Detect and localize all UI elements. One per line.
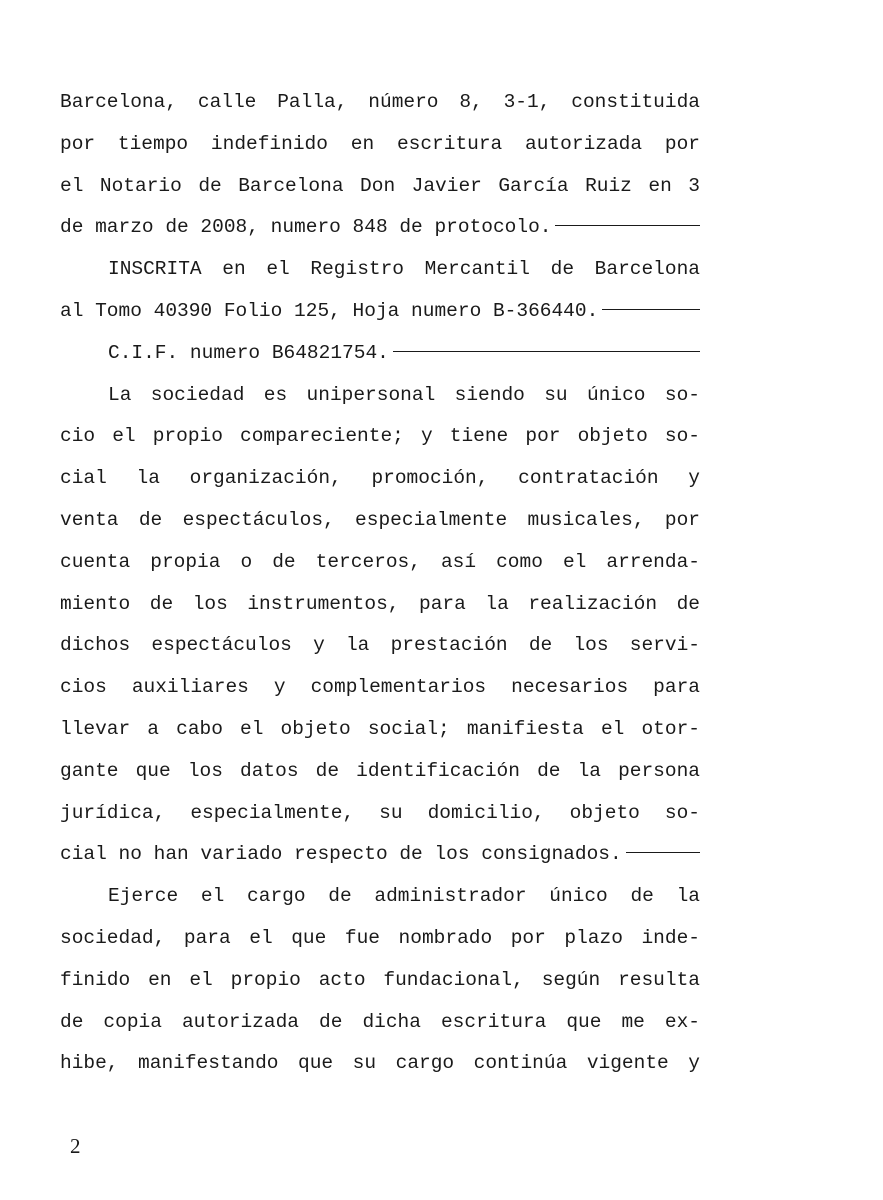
line-text: finido en el propio acto fundacional, según resulta xyxy=(60,968,700,991)
fill-rule-line xyxy=(602,309,700,310)
fill-rule-line xyxy=(555,225,700,226)
line-text: cios auxiliares y complementarios necesarios para xyxy=(60,676,700,699)
line-text: cio el propio compareciente; y tiene por objeto so- xyxy=(60,425,700,448)
line-text: cial la organización, promoción, contratación y xyxy=(60,467,700,490)
text-line xyxy=(60,458,700,500)
line-text: gante que los datos de identificación de la persona xyxy=(60,759,700,782)
line-text: cuenta propia o de terceros, así como el arrenda- xyxy=(60,550,700,573)
text-line xyxy=(60,333,700,375)
line-text: miento de los instrumentos, para la realización de xyxy=(60,592,700,615)
text-line xyxy=(60,667,700,709)
line-text: dichos espectáculos y la prestación de los servi- xyxy=(60,634,700,657)
line-text: jurídica, especialmente, su domicilio, objeto so- xyxy=(60,801,700,824)
line-text: La sociedad es unipersonal siendo su único so- xyxy=(108,383,700,406)
text-line xyxy=(60,124,700,166)
text-line xyxy=(60,918,700,960)
line-text: sociedad, para el que fue nombrado por plazo inde- xyxy=(60,926,700,949)
text-line xyxy=(60,751,700,793)
text-line xyxy=(60,207,700,249)
page-number: 2 xyxy=(70,1134,81,1158)
text-line xyxy=(60,166,700,208)
line-text: por tiempo indefinido en escritura autorizada por xyxy=(60,132,700,155)
text-line xyxy=(60,82,700,124)
line-text: Ejerce el cargo de administrador único de la xyxy=(108,885,700,908)
text-line xyxy=(60,416,700,458)
line-text: el Notario de Barcelona Don Javier García Ruiz en 3 xyxy=(60,174,700,197)
line-text: C.I.F. numero B64821754. xyxy=(108,341,389,364)
text-line xyxy=(60,1043,700,1085)
text-line xyxy=(60,834,700,876)
document-body xyxy=(60,82,700,1085)
line-text: hibe, manifestando que su cargo continúa vigente y xyxy=(60,1052,700,1075)
line-text: de copia autorizada de dicha escritura que me ex- xyxy=(60,1010,700,1033)
line-text: venta de espectáculos, especialmente musicales, por xyxy=(60,508,700,531)
line-text: INSCRITA en el Registro Mercantil de Barcelona xyxy=(108,258,700,281)
text-line xyxy=(60,542,700,584)
text-line xyxy=(60,709,700,751)
text-line xyxy=(60,375,700,417)
text-line xyxy=(60,960,700,1002)
line-text: llevar a cabo el objeto social; manifiesta el otor- xyxy=(60,717,700,740)
text-line xyxy=(60,500,700,542)
line-text: cial no han variado respecto de los consignados. xyxy=(60,843,622,866)
text-line xyxy=(60,625,700,667)
line-text: de marzo de 2008, numero 848 de protocolo. xyxy=(60,216,552,239)
text-line xyxy=(60,249,700,291)
text-line xyxy=(60,876,700,918)
line-text: al Tomo 40390 Folio 125, Hoja numero B-366440. xyxy=(60,299,599,322)
fill-rule-line xyxy=(626,852,700,853)
fill-rule-line xyxy=(393,351,700,352)
text-line xyxy=(60,793,700,835)
text-line xyxy=(60,584,700,626)
line-text: Barcelona, calle Palla, número 8, 3-1, constituida xyxy=(60,91,700,113)
text-line xyxy=(60,1002,700,1044)
text-line xyxy=(60,291,700,333)
